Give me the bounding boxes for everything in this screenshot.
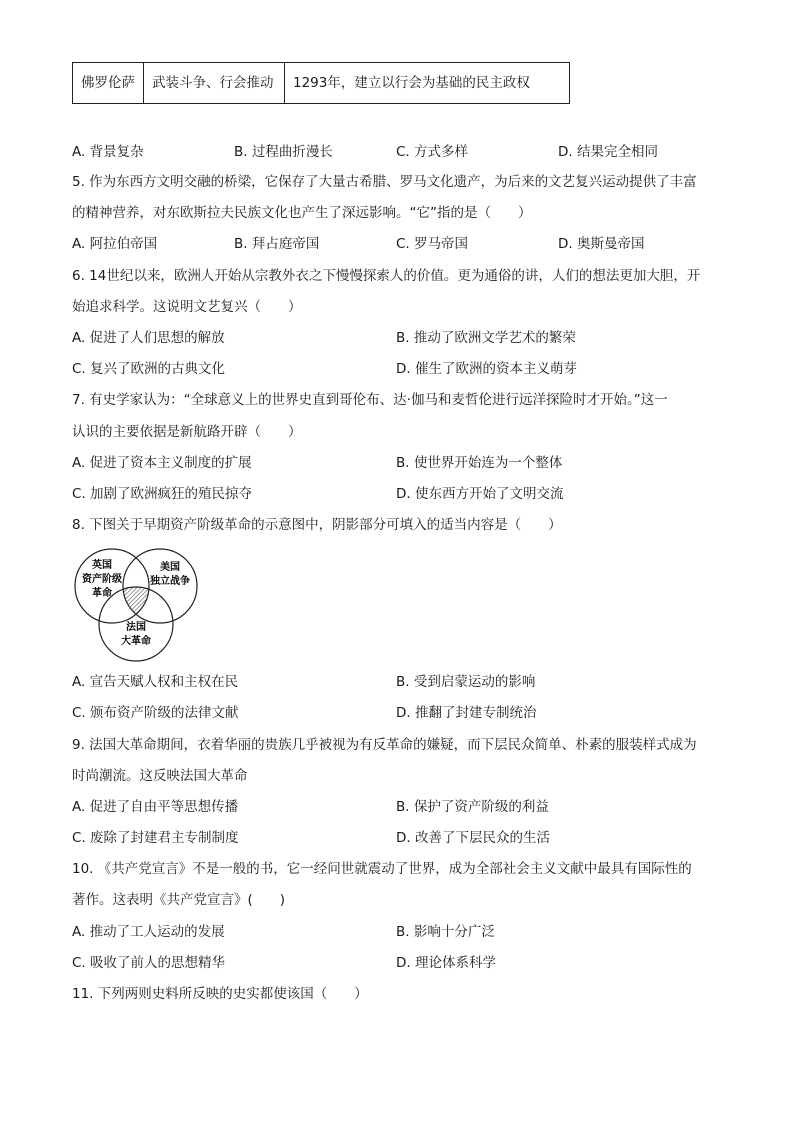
q7-stem-line: 认识的主要依据是新航路开辟（ ） [72,424,302,440]
venn-label: 美国 [160,562,180,573]
q11-stem-line: 11. 下列两则史料所反映的史实都使该国（ ） [72,986,368,1002]
venn-label: 法国 [126,622,146,633]
q7-option-b: B. 使世界开始连为一个整体 [396,455,563,471]
q5-option-a: A. 阿拉伯帝国 [72,236,158,252]
q6-option-a: A. 促进了人们思想的解放 [72,330,225,346]
q6-option-d: D. 催生了欧洲的资本主义萌芽 [396,361,577,377]
q10-option-c: C. 吸收了前人的思想精华 [72,955,226,971]
comparison-table [72,62,570,104]
q5-option-d: D. 奥斯曼帝国 [558,236,645,252]
venn-label: 大革命 [121,636,151,647]
q10-option-b: B. 影响十分广泛 [396,924,495,940]
q9-option-c: C. 废除了封建君主专制制度 [72,830,239,846]
q10-stem-line: 10. 《共产党宣言》不是一般的书，它一经问世就震动了世界，成为全部社会主义文献中最具有国际性的 [72,861,692,877]
q9-stem-line: 时尚潮流。这反映法国大革命 [72,768,248,784]
q5-stem-line: 5. 作为东西方文明交融的桥梁，它保存了大量古希腊、罗马文化遗产，为后来的文艺复兴运动提供了丰富 [72,174,697,190]
table-cell: 1293年，建立以行会为基础的民主政权 [285,63,570,104]
q4-option-c: C. 方式多样 [396,144,469,160]
venn-label: 资产阶级 [82,574,122,585]
q5-option-c: C. 罗马帝国 [396,236,469,252]
circle-england [75,549,149,623]
venn-label: 独立战争 [150,576,190,587]
q5-stem-line: 的精神营养，对东欧斯拉夫民族文化也产生了深远影响。“它”指的是（ ） [72,205,532,221]
q4-option-b: B. 过程曲折漫长 [234,144,333,160]
q8-option-d: D. 推翻了封建专制统治 [396,705,537,721]
venn-label: 英国 [92,560,112,571]
q10-stem-line: 著作。这表明《共产党宣言》( ) [72,892,286,908]
q7-option-c: C. 加剧了欧洲疯狂的殖民掠夺 [72,486,253,502]
q9-option-a: A. 促进了自由平等思想传播 [72,799,239,815]
q7-stem-line: 7. 有史学家认为：“全球意义上的世界史直到哥伦布、达·伽马和麦哲伦进行远洋探险时才开始。”这一 [72,392,668,408]
q10-option-d: D. 理论体系科学 [396,955,496,971]
q10-option-a: A. 推动了工人运动的发展 [72,924,225,940]
q6-stem-line: 始追求科学。这说明文艺复兴（ ） [72,299,302,315]
q7-option-a: A. 促进了资本主义制度的扩展 [72,455,252,471]
q5-option-b: B. 拜占庭帝国 [234,236,320,252]
q8-option-c: C. 颁布资产阶级的法律文献 [72,705,239,721]
q8-stem-line: 8. 下图关于早期资产阶级革命的示意图中，阴影部分可填入的适当内容是（ ） [72,517,562,533]
q8-option-a: A. 宣告天赋人权和主权在民 [72,674,239,690]
table-cell: 武装斗争、行会推动 [144,63,285,104]
q9-option-b: B. 保护了资产阶级的利益 [396,799,549,815]
table-cell: 佛罗伦萨 [73,63,144,104]
q6-option-b: B. 推动了欧洲文学艺术的繁荣 [396,330,576,346]
venn-label: 革命 [92,588,112,599]
q4-option-a: A. 背景复杂 [72,144,144,160]
q8-option-b: B. 受到启蒙运动的影响 [396,674,536,690]
q6-stem-line: 6. 14世纪以来，欧洲人开始从宗教外衣之下慢慢探索人的价值。更为通俗的讲，人们的想法更加大胆，开 [72,268,701,284]
table-row [73,63,570,104]
venn-diagram [72,546,212,664]
q6-option-c: C. 复兴了欧洲的古典文化 [72,361,226,377]
q9-option-d: D. 改善了下层民众的生活 [396,830,550,846]
q7-option-d: D. 使东西方开始了文明交流 [396,486,564,502]
q9-stem-line: 9. 法国大革命期间，衣着华丽的贵族几乎被视为有反革命的嫌疑，而下层民众简单、朴素的服装样式成为 [72,737,697,753]
q4-option-d: D. 结果完全相同 [558,144,658,160]
